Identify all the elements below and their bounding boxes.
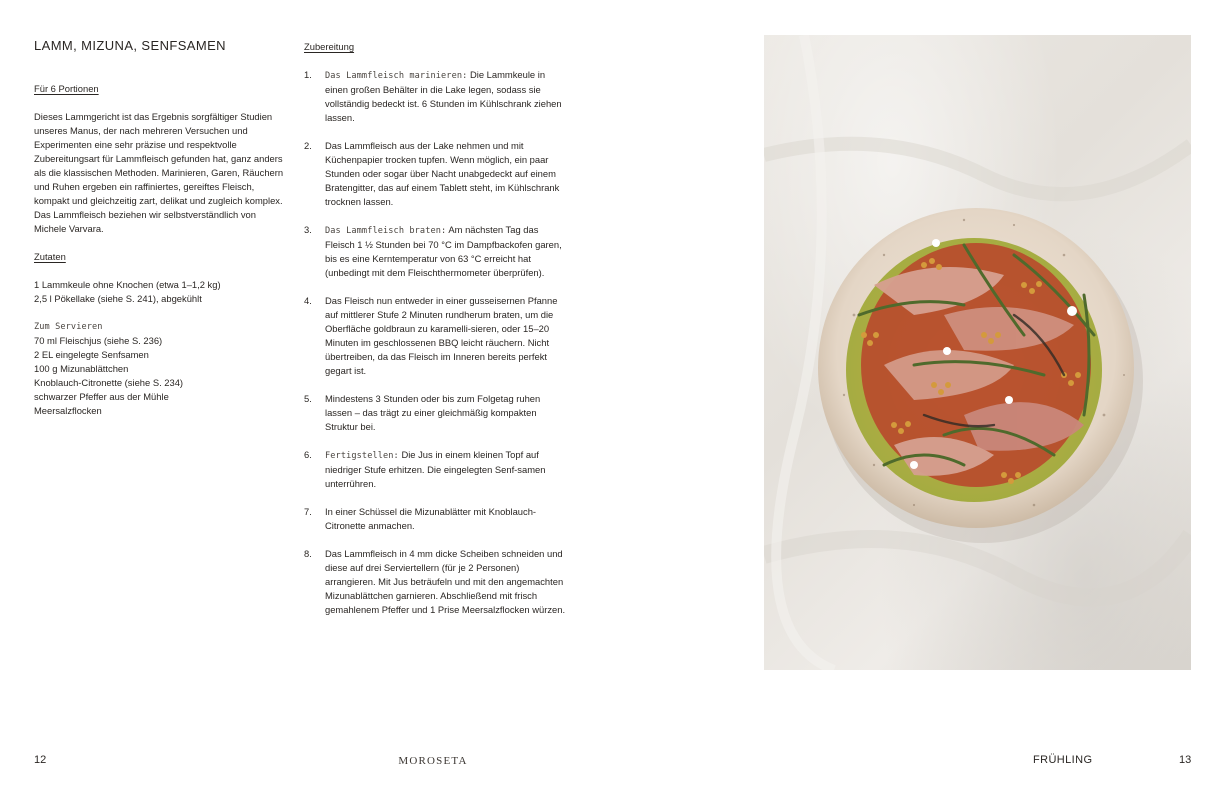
step-number: 7. bbox=[304, 506, 312, 517]
step-text: Das Lammfleisch aus der Lake nehmen und mit Küchenpapier trocken tupfen. Wenn möglich, ein paar Stunden oder sogar über Nacht unabgedeckt auf einem Bratengitter, das auf einem Tablett steht, im Kühlschrank trocknen lassen. bbox=[325, 140, 560, 207]
serving-list bbox=[34, 334, 284, 418]
serving-item: 70 ml Fleischjus (siehe S. 236) bbox=[34, 335, 163, 346]
step-number: 6. bbox=[304, 449, 312, 460]
step-item bbox=[304, 547, 566, 617]
ingredients-heading: Zutaten bbox=[34, 251, 66, 262]
step-item bbox=[304, 392, 566, 434]
intro-text: Dieses Lammgericht ist das Ergebnis sorgfältiger Studien unseres Manus, der nach mehreren Versuchen und Experimenten eine sehr präzise und respektvolle Zubereitungsart für Lammfleisch gefunden hat, ganz anders als die klassischen Methoden. Marinieren, Garen, Räuchern und Ruhen ergeben ein raffiniertes, gereiftes Fleisch, kompakt und gleichzeitig zart, delikat und zugleich komplex. Das Lammfleisch beziehen wir selbstverständlich von Michele Varvara. bbox=[34, 111, 284, 234]
step-text: Das Lammfleisch in 4 mm dicke Scheiben schneiden und diese auf drei Serviertellern (für je 2 Personen) arrangieren. Mit Jus beträufeln und mit den angemachten Mizunablättchen garnieren. Abschließend mit frisch gemahlenem Pfeffer und 1 Prise Meersalzflocken würzen. bbox=[325, 548, 566, 615]
portions-heading: Für 6 Portionen bbox=[34, 83, 99, 94]
ingredient-item: 2,5 l Pökellake (siehe S. 241), abgekühlt bbox=[34, 293, 202, 304]
step-number: 5. bbox=[304, 393, 312, 404]
step-label: Das Lammfleisch marinieren: bbox=[325, 71, 468, 81]
serving-item: 100 g Mizunablättchen bbox=[34, 363, 129, 374]
steps-list bbox=[304, 68, 566, 617]
serving-heading: Zum Servieren bbox=[34, 322, 103, 332]
serving-item: schwarzer Pfeffer aus der Mühle bbox=[34, 391, 169, 402]
serving-item: 2 EL eingelegte Senfsamen bbox=[34, 349, 149, 360]
recipe-title: LAMM, MIZUNA, SENFSAMEN bbox=[34, 38, 226, 53]
step-number: 8. bbox=[304, 548, 312, 559]
step-text: Das Fleisch nun entweder in einer gusseisernen Pfanne auf mittlerer Stufe 2 Minuten rundherum braten, um die Oberfläche goldbraun zu karamelli-sieren, oder 15–20 Minuten im geschlossenen BBQ leicht räuchern. Nicht übertreiben, da das Fleisch im Inneren bereits perfekt gegart ist. bbox=[325, 295, 558, 376]
step-number: 3. bbox=[304, 224, 312, 235]
step-label: Fertigstellen: bbox=[325, 451, 399, 461]
step-label: Das Lammfleisch braten: bbox=[325, 226, 447, 236]
preparation-heading: Zubereitung bbox=[304, 41, 355, 52]
plate-illustration bbox=[764, 35, 1191, 670]
page-number-left: 12 bbox=[34, 754, 47, 766]
preparation-column bbox=[304, 40, 566, 631]
serving-item: Meersalzflocken bbox=[34, 405, 102, 416]
step-item bbox=[304, 68, 566, 125]
footer-section: FRÜHLING bbox=[1033, 754, 1093, 766]
step-text: Am nächsten Tag das Fleisch 1 ½ Stunden bei 70 °C im Dampfbackofen garen, bis es eine Kerntemperatur von 63 °C erreicht hat (unbedingt mit dem Fleischthermometer überprüfen). bbox=[325, 224, 562, 278]
ingredients-list bbox=[34, 278, 284, 306]
step-number: 1. bbox=[304, 69, 312, 80]
step-item bbox=[304, 294, 566, 378]
step-text: Die Lammkeule in einen großen Behälter in die Lake legen, sodass sie vollständig bedeckt ist. 6 Stunden im Kühlschrank ziehen lassen. bbox=[325, 69, 562, 123]
page-number-right: 13 bbox=[1179, 754, 1192, 766]
step-item bbox=[304, 223, 566, 280]
step-text: In einer Schüssel die Mizunablätter mit Knoblauch-Citronette anmachen. bbox=[325, 506, 537, 531]
info-column bbox=[34, 82, 284, 418]
step-number: 2. bbox=[304, 140, 312, 151]
serving-item: Knoblauch-Citronette (siehe S. 234) bbox=[34, 377, 184, 388]
step-number: 4. bbox=[304, 295, 312, 306]
step-item bbox=[304, 505, 566, 533]
footer-brand: MOROSETA bbox=[398, 755, 468, 767]
right-page bbox=[612, 0, 1224, 800]
dish-photo bbox=[764, 35, 1191, 670]
step-item bbox=[304, 139, 566, 209]
step-item bbox=[304, 448, 566, 491]
step-text: Mindestens 3 Stunden oder bis zum Folgetag ruhen lassen – das trägt zu einer gleichmäßig kompakten Struktur bei. bbox=[325, 393, 541, 432]
step-text: Die Jus in einem kleinen Topf auf niedriger Stufe erhitzen. Die eingelegten Senf-samen unterrühren. bbox=[325, 449, 546, 489]
ingredient-item: 1 Lammkeule ohne Knochen (etwa 1–1,2 kg) bbox=[34, 279, 221, 290]
